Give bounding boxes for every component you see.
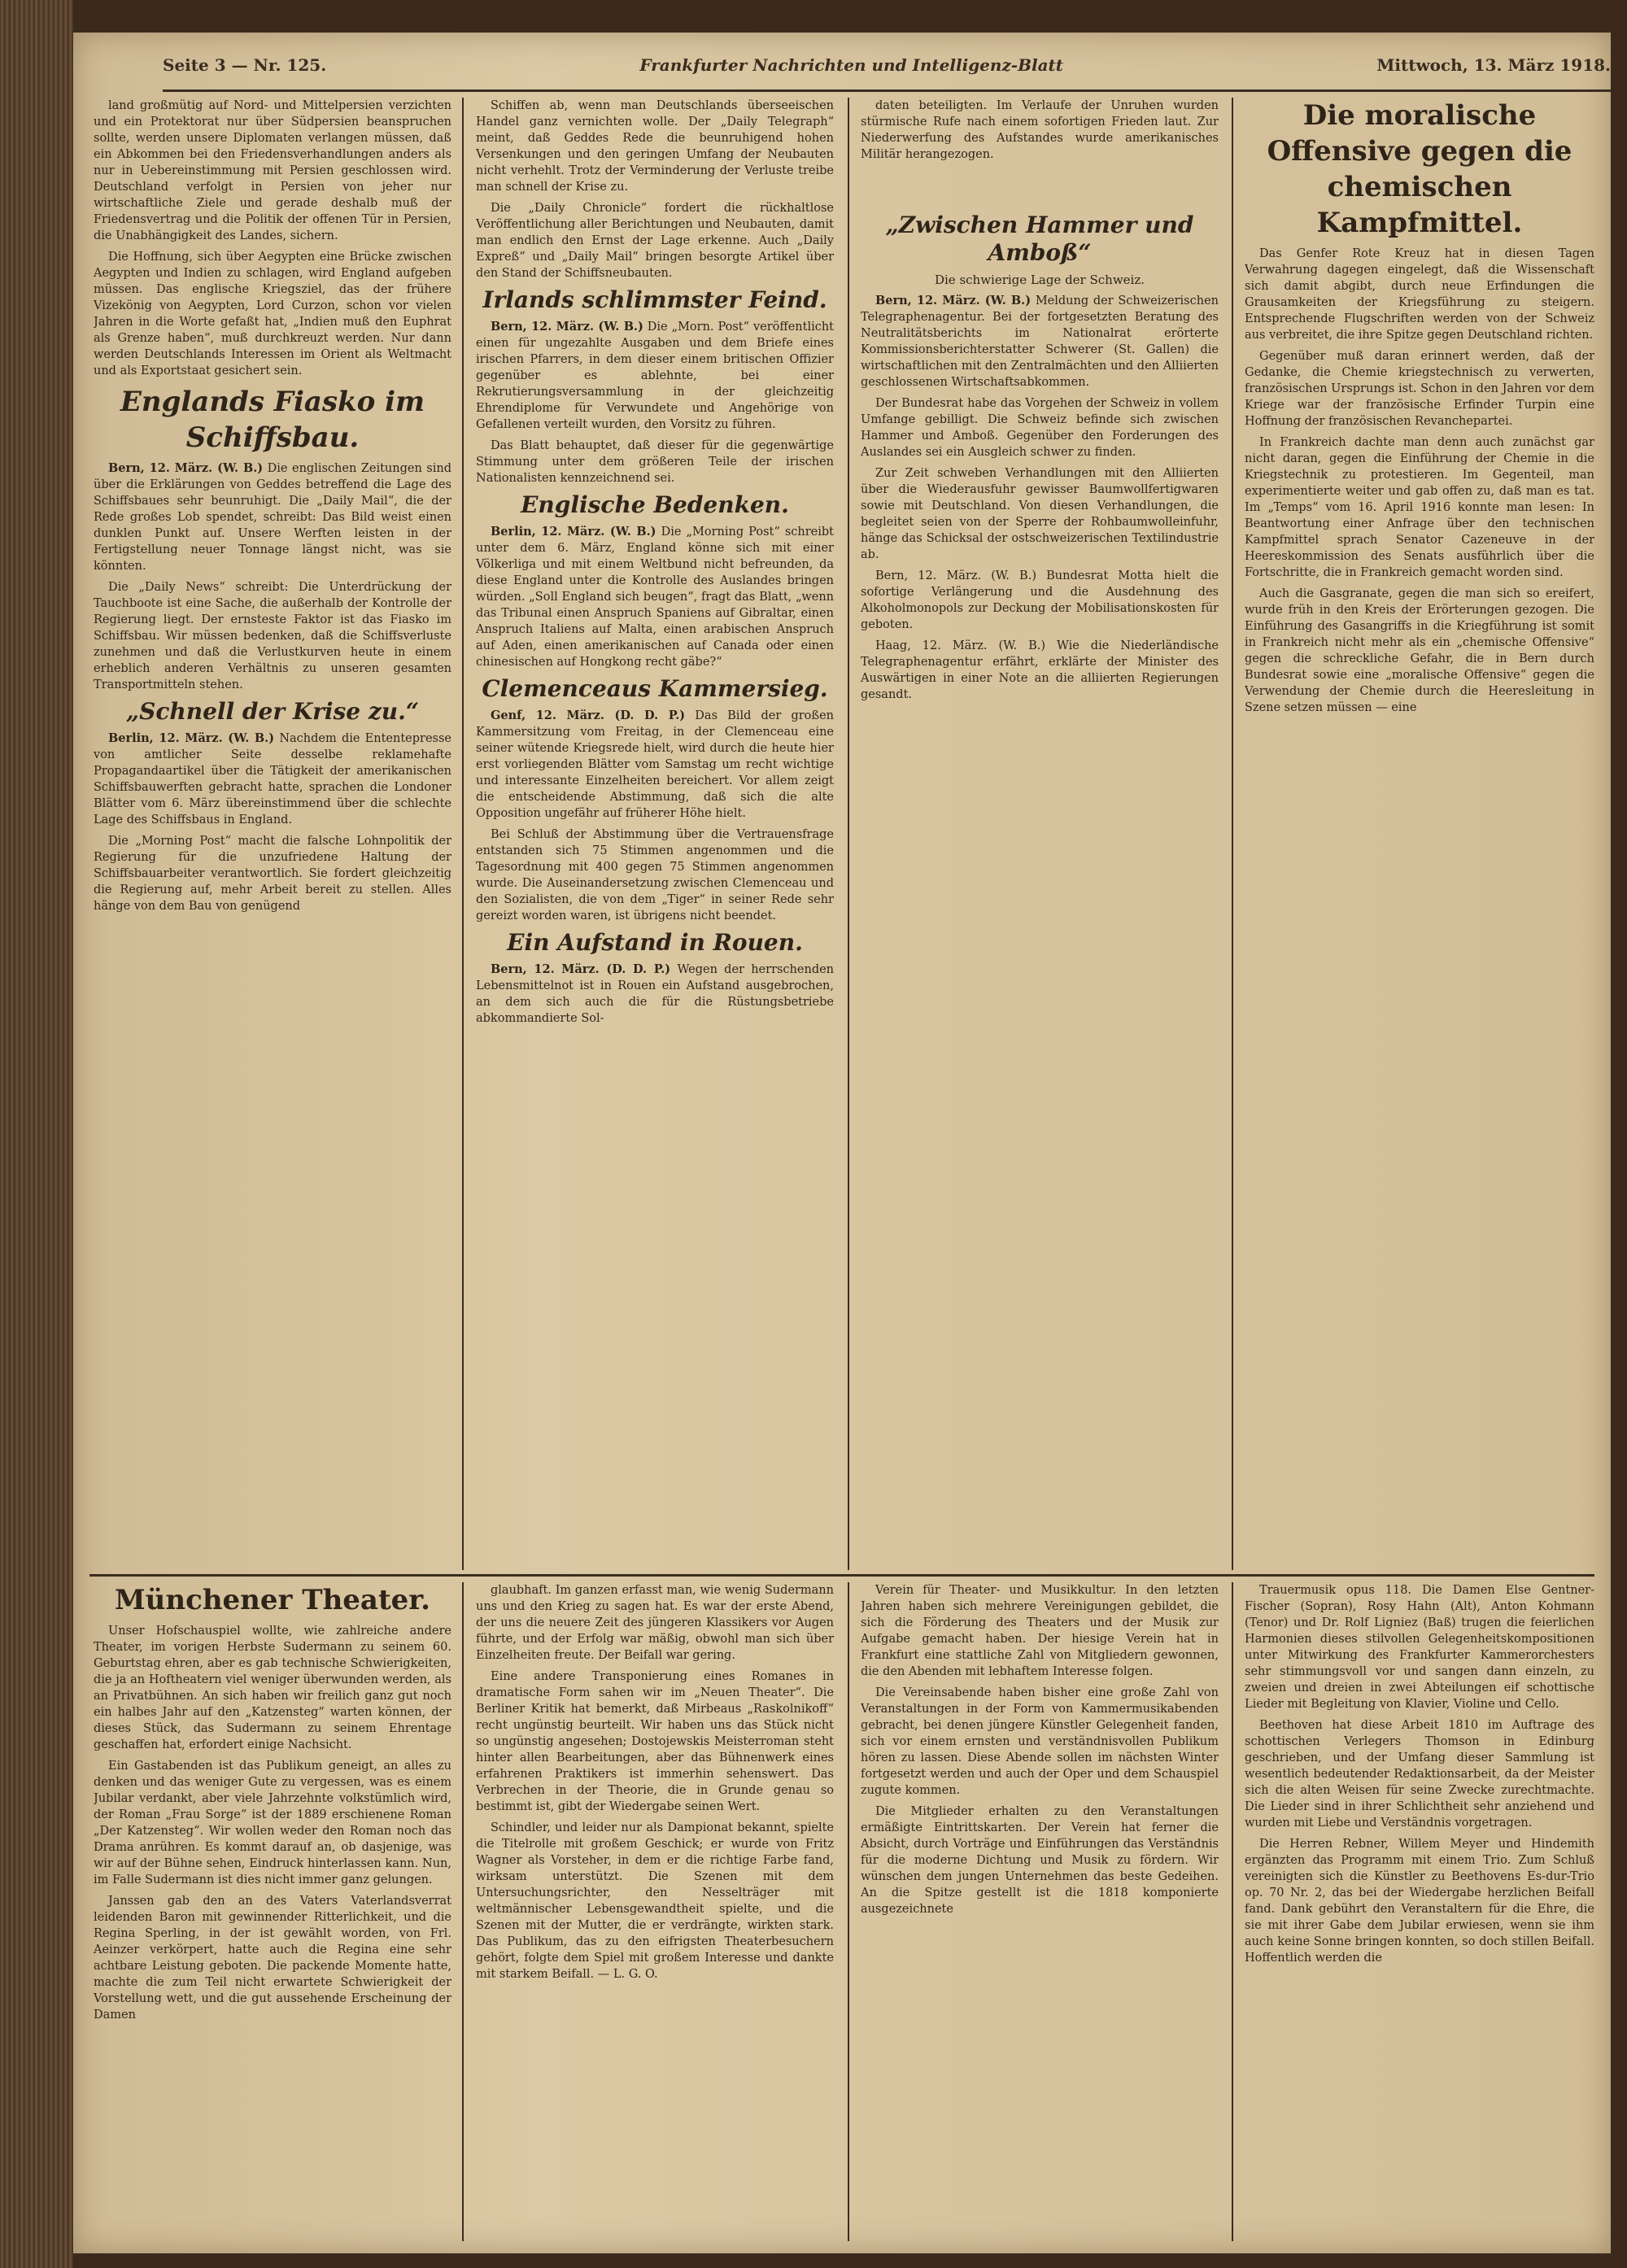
- paragraph: Bern, 12. März. (W. B.) Bundesrat Motta hielt die sofortige Verlängerung und die Ausdehnung des Alkoholmonopols zur Deckung der Mobilisationskosten für geboten.: [861, 569, 1219, 631]
- paragraph: Trauermusik opus 118. Die Damen Else Gentner-Fischer (Sopran), Rosy Hahn (Alt), Anton Kohmann (Tenor) und Dr. Rolf Ligniez (Baß) trugen die feierlichen Harmonien dieses stilvollen Gelegenheitskompositionen unter Mitwirkung des Frankfurter Kammerorchesters sehr stimmungsvoll vor und sangen dann einzeln, zu zweien und dreien in zwei Abteilungen eif schottische Lieder mit Begleitung von Klavier, Violine und Cello.: [1245, 1584, 1594, 1711]
- paragraph: Genf, 12. März. (D. D. P.) Das Bild der großen Kammersitzung vom Freitag, in der Clemenceau eine seiner wütende Kriegsrede hielt, wird durch die heute hier erst vorliegenden Blätter vom Samstag um recht wichtige und interessante Einzelheiten bereichert. Vor allem zeigt die entscheidende Abstimmung, daß sich die alte Opposition ungefähr auf früherer Höhe hielt.: [476, 709, 834, 820]
- paragraph: Der Bundesrat habe das Vorgehen der Schweiz in vollem Umfange gebilligt. Die Schweiz befinde sich zwischen Hammer und Amboß. Gegenüber den Forderungen des Auslandes sei ein Ausgleich schwer zu finden.: [861, 397, 1219, 459]
- column-rule: [1232, 98, 1233, 1570]
- newspaper-page: [73, 33, 1611, 2253]
- section-rule: [89, 1574, 1594, 1577]
- column-rule: [462, 1582, 464, 2241]
- headline-clemenceau: Clemenceaus Kammersieg.: [482, 675, 828, 702]
- column-rule: [848, 1582, 849, 2241]
- paragraph: Unser Hofschauspiel wollte, wie zahlreiche andere Theater, im vorigen Herbste Sudermann zu seinem 60. Geburtstag ehren, aber es gab technische Schwierigkeiten, die ja an Hoftheatern viel weniger überwunden werden, als an Privatbühnen. An sich haben wir freilich ganz gut noch ein halbes Jahr auf den „Katzensteg“ warten können, der dieses Stück, das Sudermann zu seinem Ehrentage geschaffen hat, erfordert einige Nachsicht.: [94, 1625, 451, 1751]
- paragraph: Die „Daily Chronicle“ fordert die rückhaltlose Veröffentlichung aller Berichtungen und Neubauten, damit man endlich den Ernst der Lage erkenne. Auch „Daily Expreß“ und „Daily Mail“ bringen besorgte Artikel über den Stand der Schiffsneubauten.: [476, 202, 834, 280]
- page-stack-edge: [0, 0, 73, 2268]
- headline-rouen: Ein Aufstand in Rouen.: [507, 929, 803, 956]
- paragraph: Bern, 12. März. (W. B.) Die „Morn. Post“ veröffentlicht einen für ungezahlte Ausgaben und dem Briefe eines irischen Pfarrers, in dem dieser einem britischen Offizier gegenüber es ablehnte, bei einer Rekrutierungsversammlung in der gleichzeitig Ehrendiplome für Verwundete und Angehörige von Gefallenen verteilt wurden, den Vorsitz zu führen.: [476, 320, 834, 431]
- column-theater-2: [476, 1582, 834, 2241]
- column-rule: [848, 98, 849, 1570]
- paragraph: Janssen gab den an des Vaters Vaterlandsverrat leidenden Baron mit gewinnender Ritterlichkeit, und die Regina Sperling, in der ist gewählt worden, von Frl. Aeinzer verkörpert, hatte auch die Regina eine sehr achtbare Leistung geboten. Die packende Momente hatte, machte die zum Teil nicht erwartete Schwierigkeit der Vorstellung wett, und die gut aussehende Erscheinung der Damen: [94, 1895, 451, 2022]
- dateline: Bern, 12. März. (D. D. P.): [491, 962, 671, 976]
- paragraph: Das Blatt behauptet, daß dieser für die gegenwärtige Stimmung unter dem größeren Teile der irischen Nationalisten kennzeichnend sei.: [476, 439, 834, 485]
- column-rule: [462, 98, 464, 1570]
- column-1: [94, 98, 451, 1566]
- paragraph: Zur Zeit schweben Verhandlungen mit den Alliierten über die Wiederausfuhr gewisser Baumwollfertigwaren sowie mit Deutschland. Von diesen Verhandlungen, die begleitet seien von der Sperre der Rohbaumwolleinfuhr, hänge das Schicksal der ostschweizerischen Textilindustrie ab.: [861, 467, 1219, 561]
- paragraph: Die Mitglieder erhalten zu den Veranstaltungen ermäßigte Eintrittskarten. Der Verein hat ferner die Absicht, durch Vorträge und Einführungen das Verständnis für die moderne Dichtung und Musik zu fördern. Wir wünschen dem jungen Unternehmen das beste Gedeihen. An die Spitze gestellt ist die 1818 komponierte ausgezeichnete: [861, 1805, 1219, 1916]
- headline-bedenken: Englische Bedenken.: [521, 491, 789, 518]
- header-right: Mittwoch, 13. März 1918.: [1376, 55, 1611, 75]
- paragraph: daten beteiligten. Im Verlaufe der Unruhen wurden stürmische Rufe nach einem sofortigen Frieden laut. Zur Niederwerfung des Aufstandes wurde amerikanisches Militär herangezogen.: [861, 99, 1219, 161]
- headline-hammer: „Zwischen Hammer und Amboß“: [885, 212, 1194, 266]
- paragraph: Haag, 12. März. (W. B.) Wie die Niederländische Telegraphenagentur erfährt, erklärte der Minister des Auswärtigen in einer Note an die alliierten Regierungen gesandt.: [861, 639, 1219, 701]
- paragraph: Die Herren Rebner, Willem Meyer und Hindemith ergänzten das Programm mit einem Trio. Zum Schluß vereinigten sich die Künstler zu Beethovens Es-dur-Trio op. 70 Nr. 2, das bei der Wiedergabe herzlichen Beifall fand. Dank gebührt den Veranstaltern für die Ehre, die sie mit ihrer Gabe dem Jubilar erwiesen, wenn sie ihm auch keine Sonne bringen konnten, so doch stillen Beifall. Hoffentlich werden die: [1245, 1838, 1594, 1965]
- paragraph: Verein für Theater- und Musikkultur. In den letzten Jahren haben sich mehrere Vereinigungen gebildet, die sich die Förderung des Theaters und der Musik zur Aufgabe gemacht haben. Der hiesige Verein hat in Frankfurt eine stattliche Zahl von Mitgliedern gewonnen, die den Abenden mit lebhaftem Interesse folgen.: [861, 1584, 1219, 1678]
- dateline: Bern, 12. März. (W. B.): [108, 461, 264, 475]
- column-2: [476, 98, 834, 1566]
- headline-schnell: „Schnell der Krise zu.“: [126, 698, 419, 725]
- dateline: Genf, 12. März. (D. D. P.): [491, 709, 686, 722]
- column-verein: [861, 1582, 1219, 2241]
- dateline: Berlin, 12. März. (W. B.): [491, 525, 656, 539]
- headline-theater: Münchener Theater.: [115, 1584, 430, 1616]
- column-rule: [1232, 1582, 1233, 2241]
- headline-offensive: Die moralische Offensive gegen die chemischen Kampfmittel.: [1267, 99, 1572, 239]
- subheadline: Die schwierige Lage der Schweiz.: [934, 273, 1145, 287]
- paragraph: Gegenüber muß daran erinnert werden, daß der Gedanke, die Chemie kriegstechnisch zu verwerten, französischen Ursprungs ist. Schon in den Jahren vor dem Kriege war der französische Erfinder Turpin eine Hoffnung der französischen Revanchepartei.: [1245, 350, 1594, 428]
- paragraph: Beethoven hat diese Arbeit 1810 im Auftrage des schottischen Verlegers Thomson in Edinburg geschrieben, und der Umfang dieser Sammlung ist wesentlich bedeutender Redaktionsarbeit, da der Meister sich die alten Weisen für seine Zwecke zurechtmachte. Die Lieder sind in ihrer Schlichtheit sehr anziehend und wurden mit Liebe und Verständnis vorgetragen.: [1245, 1719, 1594, 1830]
- paragraph: Bei Schluß der Abstimmung über die Vertrauensfrage entstanden sich 75 Stimmen angenommen und die Tagesordnung mit 400 gegen 75 Stimmen angenommen wurde. Die Auseinandersetzung zwischen Clemenceau und den Sozialisten, die von dem „Tiger“ in seiner Rede sehr gereizt worden waren, ist übrigens nicht beendet.: [476, 828, 834, 922]
- paragraph: Bern, 12. März. (W. B.) Meldung der Schweizerischen Telegraphenagentur. Bei der fortgesetzten Beratung des Neutralitätsberichts im Nationalrat erörterte Kommissionsberichterstatter Schwerer (St. Gallen) die wirtschaftlichen mit den Zentralmächten und den Alliierten geschlossenen Wirtschaftsabkommen.: [861, 294, 1219, 389]
- paragraph: Das Genfer Rote Kreuz hat in diesen Tagen Verwahrung dagegen eingelegt, daß die Wissenschaft sich damit abgibt, durch neue Erfindungen die Grausamkeiten der Kriegsführung zu steigern. Entsprechende Flugschriften werden von der Schweiz aus verbreitet, die ihre Spitze gegen Deutschland richten.: [1245, 247, 1594, 342]
- paragraph: Schiffen ab, wenn man Deutschlands überseeischen Handel ganz vernichten wolle. Der „Daily Telegraph“ meint, daß Geddes Rede die beunruhigend hohen Versenkungen und den geringen Umfang der Neubauten nicht verhehlt. Trotz der Verminderung der Verluste treibe man schnell der Krise zu.: [476, 99, 834, 194]
- paragraph: glaubhaft. Im ganzen erfasst man, wie wenig Sudermann uns und den Krieg zu sagen hat. Es war der erste Abend, der uns die neuere Zeit des jüngeren Klassikers vor Augen führte, und der Erfolg war mäßig, obwohl man sich über Einzelheiten freute. Der Beifall war gering.: [476, 1584, 834, 1662]
- paragraph: Die Hoffnung, sich über Aegypten eine Brücke zwischen Aegypten und Indien zu schlagen, wird England aufgeben müssen. Das englische Kriegsziel, das der frühere Vizekönig von Aegypten, Lord Curzon, schon vor vielen Jahren in die Worte gefaßt hat, „Indien muß den Euphrat als Grenze haben“, muß durchkreuzt werden. Nur dann werden Deutschlands Interessen im Orient als Weltmacht und als Exportstaat gesichert sein.: [94, 251, 451, 377]
- paragraph: Die Vereinsabende haben bisher eine große Zahl von Veranstaltungen in der Form von Kammermusikabenden gebracht, bei denen jüngere Künstler Gelegenheit fanden, sich vor einem ernsten und verständnisvollen Publikum hören zu lassen. Diese Abende sollen im nächsten Winter fortgesetzt werden und auch der Oper und dem Schauspiel zugute kommen.: [861, 1686, 1219, 1797]
- paragraph: land großmütig auf Nord- und Mittelpersien verzichten und ein Protektorat nur über Südpersien beanspruchen sollte, werden unsere Diplomaten verlangen müssen, daß ein Abkommen bei den Friedensverhandlungen anders als nur in Uebereinstimmung mit Persien geschlossen wird. Deutschland verfolgt in Persien von jeher nur wirtschaftliche Ziele und gerade deshalb muß der Friedensvertrag und die Politik der offenen Tür in Persien, die Unabhängigkeit des Landes, sichern.: [94, 99, 451, 242]
- paragraph: Die „Daily News“ schreibt: Die Unterdrückung der Tauchboote ist eine Sache, die außerhalb der Kontrolle der Regierung liegt. Der ernsteste Faktor ist das Fiasko im Schiffsbau. Wir müssen bedenken, daß die Schiffsverluste zunehmen und daß die Verlustkurven heute in einem erheblich anderen Verhältnis zu unseren gesamten Transportmitteln stehen.: [94, 581, 451, 691]
- column-3: [861, 98, 1219, 1566]
- paragraph: Die „Morning Post“ macht die falsche Lohnpolitik der Regierung für die unzufriedene Haltung der Schiffsbauarbeiter verantwortlich. Sie fordert gleichzeitig die Regierung auf, mehr Arbeit bereit zu stellen. Alles hänge von dem Bau von genügend: [94, 835, 451, 913]
- paragraph: Schindler, und leider nur als Dampionat bekannt, spielte die Titelrolle mit großem Geschick; er wurde von Fritz Wagner als Vorsteher, in dem er die richtige Farbe fand, wirksam unterstützt. Die Szenen mit dem Untersuchungsrichter, den Nesselträger mit weltmännischer Lebensgewandtheit spielte, und die Szenen mit der Mutter, die er verdrängte, wirkten stark. Das Publikum, das zu den eifrigsten Theaterbesuchern gehört, folgte dem Spiel mit großem Interesse und dankte mit starkem Beifall. — L. G. O.: [476, 1821, 834, 1981]
- dateline: Bern, 12. März. (W. B.): [875, 294, 1032, 307]
- paragraph: Auch die Gasgranate, gegen die man sich so ereifert, wurde früh in den Kreis der Erörterungen gezogen. Die Einführung des Gasangriffs in die Kriegführung ist somit in Frankreich nicht mehr als ein „chemische Offensive“ gegen die schreckliche Gefahr, die in Bern durch Bundesrat sowie eine „moralische Offensive“ gegen die Verwendung der Chemie durch die Heeresleitung in Szene setzen müssen — eine: [1245, 587, 1594, 714]
- header-left: Seite 3 — Nr. 125.: [163, 55, 327, 75]
- column-4: [1245, 98, 1594, 1566]
- header-center: Frankfurter Nachrichten und Intelligenz-Blatt: [639, 55, 1064, 75]
- column-trauermusik: [1245, 1582, 1594, 2241]
- page-header: [163, 41, 1611, 92]
- paragraph: Ein Gastabenden ist das Publikum geneigt, an alles zu denken und das weniger Gute zu vergessen, was es einem Jubilar verdankt, aber viele Jahrzehnte volkstümlich wird, der Roman „Frau Sorge“ ist der 1889 erschienene Roman „Der Katzensteg“. Wir wollen weder den Roman noch das Drama anrühren. Es kommt darauf an, ob dasjenige, was wir auf der Bühne sehen, Eindruck hinterlassen kann. Nun, im Falle Sudermann ist dies nicht immer ganz gelungen.: [94, 1760, 451, 1886]
- paragraph: Berlin, 12. März. (W. B.) Nachdem die Ententepresse von amtlicher Seite desselbe reklamehafte Propagandaartikel über die Tätigkeit der amerikanischen Schiffsbauwerften gebracht hatte, sprachen die Londoner Blätter vom 6. März übereinstimmend über die schlechte Lage des Schiffsbaus in England.: [94, 731, 451, 827]
- paragraph: Bern, 12. März. (D. D. P.) Wegen der herrschenden Lebensmittelnot ist in Rouen ein Aufstand ausgebrochen, an dem sich auch die für die Rüstungsbetriebe abkommandierte Sol-: [476, 962, 834, 1025]
- headline-england: Englands Fiasko im Schiffsbau.: [120, 386, 425, 454]
- paragraph: In Frankreich dachte man denn auch zunächst gar nicht daran, gegen die Einführung der Chemie in die Kriegstechnik zu protestieren. Im Gegenteil, man experimentierte weiter und gab offen zu, daß man es tat. Im „Temps“ vom 16. April 1916 konnte man lesen: In Beantwortung einer Anfrage über den technischen Kampfmittel sprach Senator Cazeneuve in der Heereskommission des Senats ausführlich über die Fortschritte, die in Frankreich gemacht worden sind.: [1245, 436, 1594, 579]
- dateline: Berlin, 12. März. (W. B.): [108, 731, 275, 745]
- paragraph: Eine andere Transponierung eines Romanes in dramatische Form sahen wir im „Neuen Theater“. Die Berliner Kritik hat bemerkt, daß Mirbeaus „Raskolnikoff“ recht ungünstig beurteilt. Wir haben uns das Stück nicht so ungünstig angesehen; Dostojewskis Meisterroman steht hinter allen Bearbeitungen, aber das Bühnenwerk eines erfahrenen Praktikers ist immerhin sehenswert. Das Verbrechen in der Theorie, die in Grunde genau so bestimmt ist, gibt der Wiedergabe seinen Wert.: [476, 1670, 834, 1813]
- column-theater: [94, 1582, 451, 2241]
- paragraph: Berlin, 12. März. (W. B.) Die „Morning Post“ schreibt unter dem 6. März, England könne sich mit einer Völkerliga und mit einem Weltbund nicht befreunden, da diese England unter die Kontrolle des Auslandes bringen würden. „Soll England sich beugen“, fragt das Blatt, „wenn das Tribunal einen Anspruch Spaniens auf Gibraltar, einen Anspruch Italiens auf Malta, einen arabischen Anspruch auf Aden, einen amerikanischen auf Canada oder einen chinesischen auf Hongkong recht gäbe?“: [476, 525, 834, 669]
- paragraph: Bern, 12. März. (W. B.) Die englischen Zeitungen sind über die Erklärungen von Geddes betreffend die Lage des Schiffsbaues sehr beunruhigt. Die „Daily Mail“, die der Rede großes Lob spendet, schreibt: Das Bild weist einen dunklen Punkt auf. Unsere Werften leisten in der Fertigstellung neuer Tonnage längst nicht, was sie könnten.: [94, 461, 451, 573]
- headline-irland: Irlands schlimmster Feind.: [482, 286, 827, 313]
- dateline: Bern, 12. März. (W. B.): [491, 320, 643, 334]
